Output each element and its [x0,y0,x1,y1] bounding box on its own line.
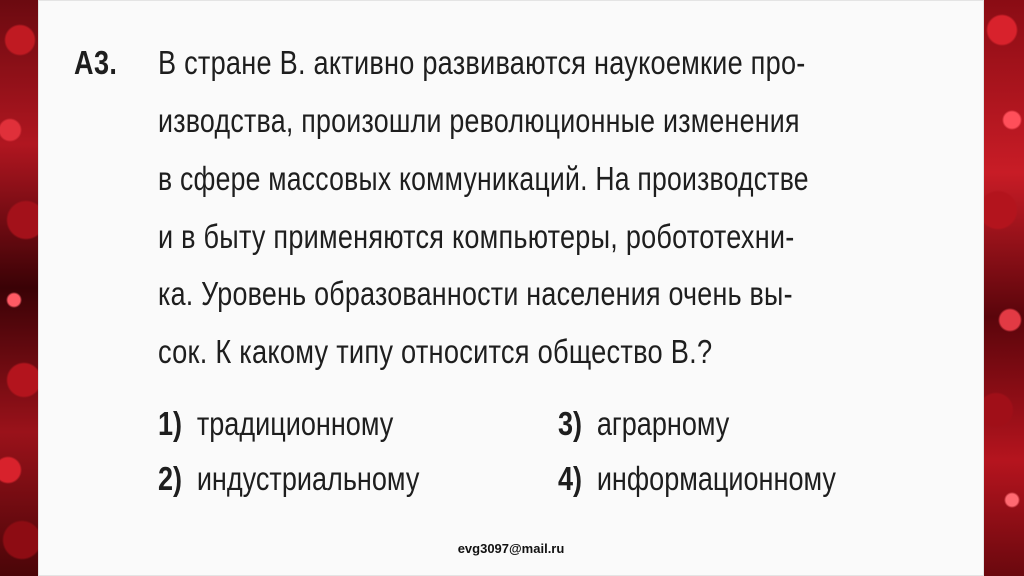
answer-option-number: 1) [158,405,183,442]
question-line-6: сок. К какому типу относится общество В.? [158,333,713,370]
answer-option-3[interactable] [558,405,729,443]
question-line-3: в сфере массовых коммуникаций. На производстве [158,160,809,197]
question-line-5: ка. Уровень образованности населения очень вы- [158,275,793,312]
author-email: evg3097@mail.ru [457,541,565,556]
answer-option-4[interactable] [558,460,836,498]
answer-option-text: индустриальному [196,460,420,497]
question-line-1: В стране В. активно развиваются наукоемкие про- [158,44,806,81]
decorative-left-border [0,0,38,576]
answer-option-text: аграрному [596,405,730,442]
answer-option-1[interactable] [158,405,393,443]
decorative-right-border [984,0,1024,576]
question-line-2: изводства, произошли революционные изменения [158,102,800,139]
answer-option-text: информационному [596,460,836,497]
answer-option-number: 2) [158,460,183,497]
answer-option-2[interactable] [158,460,419,498]
answer-option-text: традиционному [196,405,394,442]
question-card [38,0,984,576]
answer-option-number: 3) [558,405,583,442]
question-number: А3. [74,44,118,81]
question-line-4: и в быту применяются компьютеры, робототехни- [158,218,795,255]
answer-option-number: 4) [558,460,583,497]
